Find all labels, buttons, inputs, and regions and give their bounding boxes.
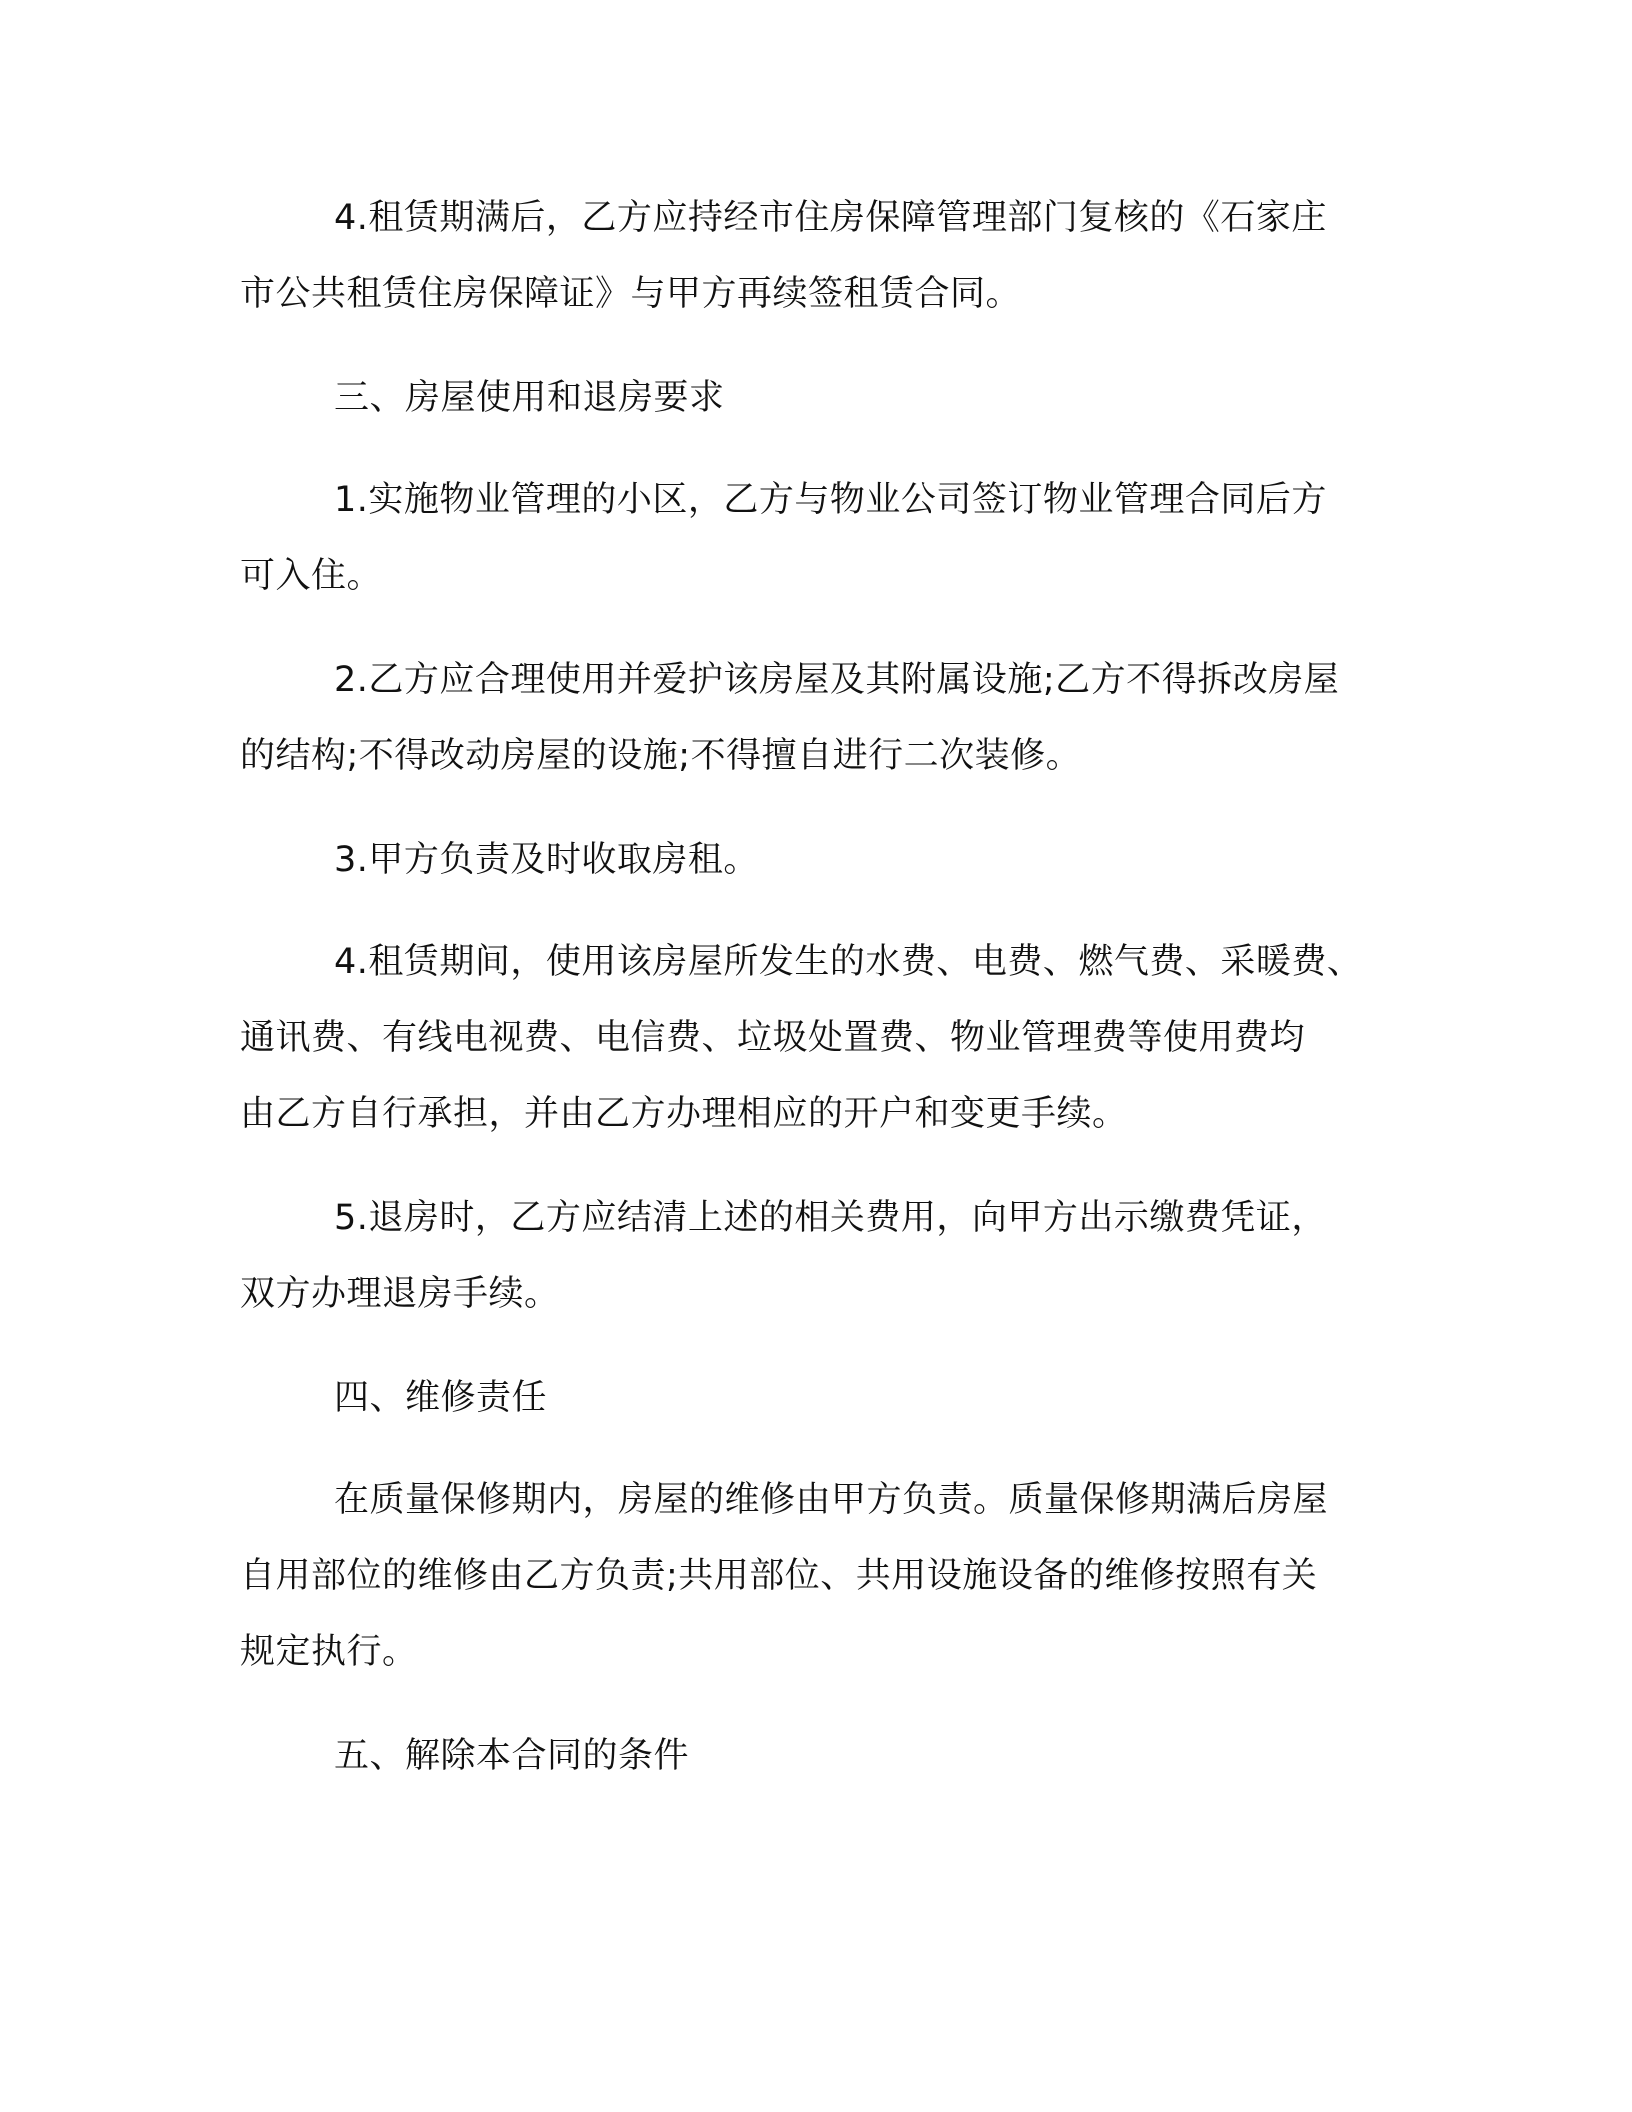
section-heading-termination: 五、解除本合同的条件	[334, 1736, 690, 1776]
paragraph-property-management-line-1: 1.实施物业管理的小区，乙方与物业公司签订物业管理合同后方	[334, 480, 1327, 520]
paragraph-maintenance-line-3: 规定执行。	[240, 1632, 418, 1672]
paragraph-renewal-line-2: 市公共租赁住房保障证》与甲方再续签租赁合同。	[240, 274, 1022, 314]
paragraph-checkout-line-2: 双方办理退房手续。	[240, 1274, 560, 1314]
paragraph-proper-use-line-2: 的结构;不得改动房屋的设施;不得擅自进行二次装修。	[240, 736, 1082, 776]
paragraph-rent-collection: 3.甲方负责及时收取房租。	[334, 840, 759, 880]
paragraph-property-management-line-2: 可入住。	[240, 556, 383, 596]
section-heading-usage: 三、房屋使用和退房要求	[334, 378, 725, 418]
paragraph-renewal-line-1: 4.租赁期满后，乙方应持经市住房保障管理部门复核的《石家庄	[334, 198, 1327, 238]
section-heading-maintenance: 四、维修责任	[334, 1378, 548, 1418]
paragraph-maintenance-line-2: 自用部位的维修由乙方负责;共用部位、共用设施设备的维修按照有关	[240, 1556, 1318, 1596]
paragraph-checkout-line-1: 5.退房时，乙方应结清上述的相关费用，向甲方出示缴费凭证，	[334, 1198, 1327, 1238]
paragraph-proper-use-line-1: 2.乙方应合理使用并爱护该房屋及其附属设施;乙方不得拆改房屋	[334, 660, 1340, 700]
paragraph-fees-line-1: 4.租赁期间，使用该房屋所发生的水费、电费、燃气费、采暖费、	[334, 942, 1363, 982]
paragraph-maintenance-line-1: 在质量保修期内，房屋的维修由甲方负责。质量保修期满后房屋	[334, 1480, 1329, 1520]
paragraph-fees-line-3: 由乙方自行承担，并由乙方办理相应的开户和变更手续。	[240, 1094, 1128, 1134]
paragraph-fees-line-2: 通讯费、有线电视费、电信费、垃圾处置费、物业管理费等使用费均	[240, 1018, 1306, 1058]
